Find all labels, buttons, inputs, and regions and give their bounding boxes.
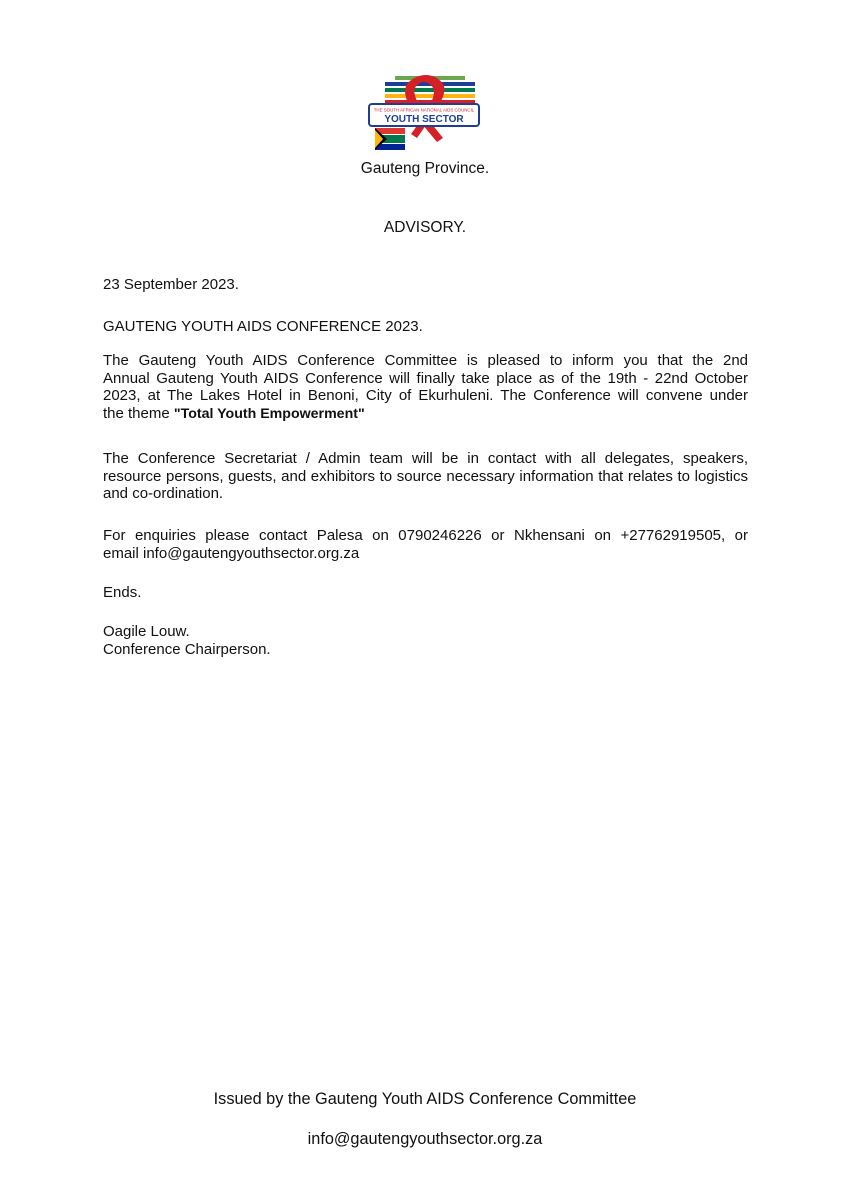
ribbon-logo-graphic	[365, 72, 487, 162]
paragraph-line: 2023, at The Lakes Hotel in Benoni, City of Ekurhuleni. The Conference will convene under	[103, 387, 748, 405]
paragraph-line: email info@gautengyouthsector.org.za	[103, 544, 360, 562]
enquiries-paragraph	[103, 527, 748, 562]
theme-prefix: the theme	[103, 404, 174, 422]
paragraph-line	[103, 405, 748, 424]
logo-title: YOUTH SECTOR	[384, 114, 464, 125]
youth-sector-logo	[365, 72, 487, 162]
signatory-title: Conference Chairperson.	[103, 640, 271, 658]
footer-email: info@gautengyouthsector.org.za	[307, 1130, 543, 1148]
paragraph-line: For enquiries please contact Palesa on 0790246226 or Nkhensani on +27762919505, or	[103, 527, 748, 544]
province-heading: Gauteng Province.	[360, 160, 490, 177]
letter-date: 23 September 2023.	[103, 276, 239, 293]
signatory-name: Oagile Louw.	[103, 623, 190, 640]
ends-marker: Ends.	[103, 584, 142, 601]
announcement-paragraph	[103, 352, 748, 423]
paragraph-line: Annual Gauteng Youth AIDS Conference will finally take place as of the 19th - 22nd October	[103, 369, 748, 387]
conference-theme: "Total Youth Empowerment"	[173, 405, 365, 422]
signature-block	[103, 623, 748, 658]
footer-issued-by: Issued by the Gauteng Youth AIDS Conference Committee	[213, 1090, 637, 1108]
sa-flag-icon	[375, 128, 405, 150]
paragraph-line: The Gauteng Youth AIDS Conference Committee is pleased to inform you that the 2nd	[103, 352, 748, 369]
secretariat-paragraph: The Conference Secretariat / Admin team will be in contact with all delegates, speakers, resource persons, guests, and exhibitors to source necessary information that relates to logistics and co-ordination.	[103, 450, 748, 503]
advisory-heading: ADVISORY.	[383, 219, 467, 236]
logo-subtitle: THE SOUTH AFRICAN NATIONAL AIDS COUNCIL	[373, 107, 475, 113]
conference-title: GAUTENG YOUTH AIDS CONFERENCE 2023.	[103, 318, 423, 335]
